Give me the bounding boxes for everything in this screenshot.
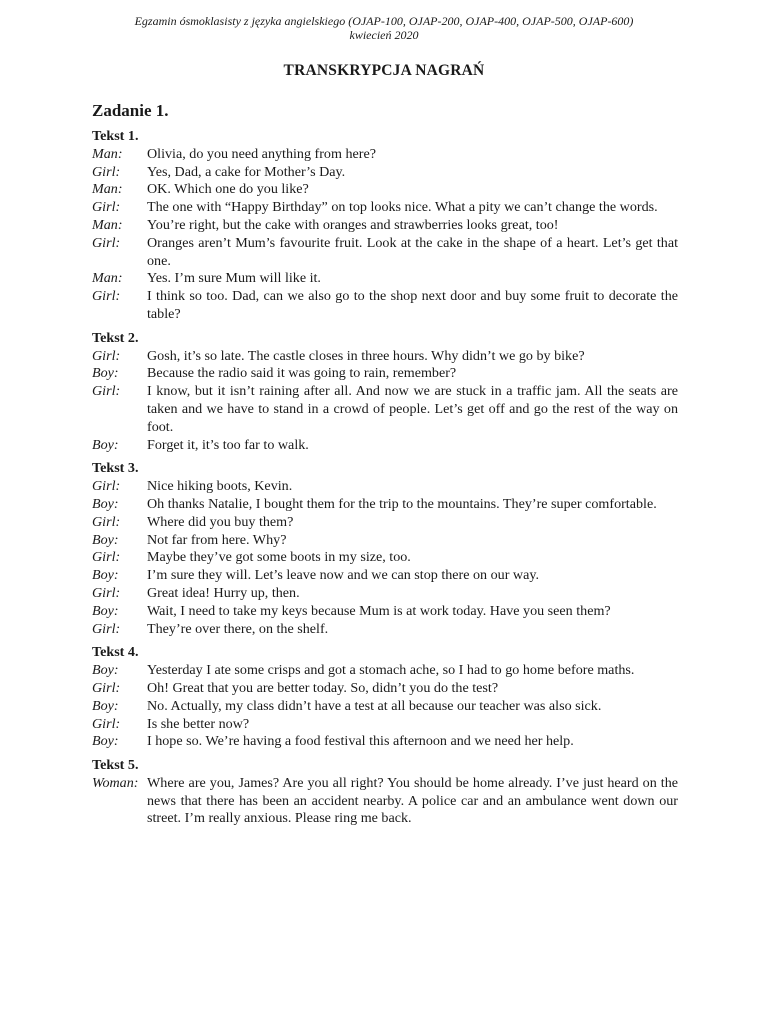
- dialogue-line: [92, 585, 678, 603]
- dialogue-line: [92, 603, 678, 621]
- speaker-label: Girl:: [92, 347, 121, 364]
- speaker-label: Boy:: [92, 662, 119, 679]
- speech-text: I know, but it isn’t raining after all. And now we are stuck in a traffic jam. All the seats are taken and we have to stand in a crowd of people. Let’s get off and go the rest of the way on foot.: [147, 383, 678, 435]
- speaker-label: Boy:: [92, 697, 119, 714]
- dialogue-line: [92, 478, 678, 496]
- section-title: Tekst 4.: [92, 644, 139, 661]
- speech-text: I’m sure they will. Let’s leave now and we can stop there on our way.: [147, 567, 540, 584]
- speaker-label: Girl:: [92, 199, 121, 216]
- speech-text: Nice hiking boots, Kevin.: [147, 478, 293, 495]
- speech-text: Olivia, do you need anything from here?: [147, 145, 376, 162]
- dialogue-line: [92, 514, 678, 532]
- dialogue-line: [92, 567, 678, 585]
- transcript-section: [92, 128, 678, 324]
- transcript-section: [92, 460, 678, 638]
- speech-text: Oranges aren’t Mum’s favourite fruit. Look at the cake in the shape of a heart. Let’s get that one.: [147, 234, 678, 269]
- speech-text: Is she better now?: [147, 715, 250, 732]
- dialogue-line: [92, 199, 678, 217]
- speaker-label: Girl:: [92, 620, 121, 637]
- speaker-label: Man:: [92, 181, 123, 198]
- speech-text: No. Actually, my class didn’t have a test at all because our teacher was also sick.: [147, 697, 602, 714]
- section-title: Tekst 1.: [92, 128, 139, 144]
- task-heading: Zadanie 1.: [92, 101, 169, 120]
- dialogue-line: [92, 146, 678, 164]
- speech-text: OK. Which one do you like?: [147, 181, 309, 198]
- dialogue-line: [92, 716, 678, 734]
- section-title: Tekst 5.: [92, 757, 139, 774]
- speech-text: Because the radio said it was going to rain, remember?: [147, 365, 457, 382]
- speech-text: Oh! Great that you are better today. So, didn’t you do the test?: [147, 679, 499, 696]
- exam-header: [0, 14, 768, 42]
- transcript-section: [92, 644, 678, 751]
- dialogue-line: [92, 164, 678, 182]
- speaker-label: Girl:: [92, 383, 121, 400]
- transcript-content: [92, 128, 678, 834]
- speaker-label: Boy:: [92, 733, 119, 750]
- speech-text: Where did you buy them?: [147, 513, 294, 530]
- speaker-label: Boy:: [92, 567, 119, 584]
- speech-text: Yes. I’m sure Mum will like it.: [147, 270, 321, 287]
- exam-header-line1: Egzamin ósmoklasisty z języka angielskiego (OJAP-100, OJAP-200, OJAP-400, OJAP-500, OJAP-600): [134, 14, 634, 28]
- speech-text: Yesterday I ate some crisps and got a stomach ache, so I had to go home before maths.: [147, 662, 635, 679]
- speaker-label: Girl:: [92, 679, 121, 696]
- speaker-label: Man:: [92, 216, 123, 233]
- speech-text: The one with “Happy Birthday” on top looks nice. What a pity we can’t change the words.: [147, 199, 658, 216]
- speaker-label: Girl:: [92, 478, 121, 495]
- dialogue-line: [92, 496, 678, 514]
- speaker-label: Girl:: [92, 715, 121, 732]
- dialogue-line: [92, 348, 678, 366]
- speaker-label: Girl:: [92, 163, 121, 180]
- speaker-label: Man:: [92, 270, 123, 287]
- speaker-label: Girl:: [92, 549, 121, 566]
- speech-text: Where are you, James? Are you all right? You should be home already. I’ve just heard on the news that there has been an accident nearby. A police car and an ambulance went down our street. I’m really anxious. Please ring me back.: [147, 774, 678, 827]
- dialogue-line: [92, 181, 678, 199]
- dialogue-line: [92, 621, 678, 639]
- speech-text: Gosh, it’s so late. The castle closes in three hours. Why didn’t we go by bike?: [147, 347, 585, 364]
- dialogue-line: [92, 775, 678, 828]
- dialogue-line: [92, 217, 678, 235]
- transcript-section: [92, 330, 678, 455]
- speaker-label: Woman:: [92, 774, 139, 791]
- dialogue-line: [92, 383, 678, 436]
- speaker-label: Boy:: [92, 602, 119, 619]
- dialogue-line: [92, 365, 678, 383]
- speech-text: Wait, I need to take my keys because Mum is at work today. Have you seen them?: [147, 602, 611, 619]
- section-title: Tekst 2.: [92, 329, 139, 346]
- speech-text: Great idea! Hurry up, then.: [147, 584, 300, 601]
- dialogue-line: [92, 270, 678, 288]
- speaker-label: Girl:: [92, 234, 121, 251]
- speech-text: I think so too. Dad, can we also go to the shop next door and buy some fruit to decorate the table?: [147, 288, 678, 322]
- speaker-label: Boy:: [92, 436, 119, 453]
- speech-text: Maybe they’ve got some boots in my size, too.: [147, 549, 411, 566]
- section-title: Tekst 3.: [92, 460, 139, 477]
- speaker-label: Girl:: [92, 288, 121, 305]
- speaker-label: Man:: [92, 145, 123, 162]
- dialogue-line: [92, 437, 678, 455]
- dialogue-line: [92, 235, 678, 271]
- dialogue-line: [92, 698, 678, 716]
- transcript-section: [92, 757, 678, 828]
- speaker-label: Boy:: [92, 531, 119, 548]
- dialogue-line: [92, 532, 678, 550]
- exam-header-line2: kwiecień 2020: [349, 28, 419, 42]
- dialogue-line: [92, 288, 678, 324]
- page-title: TRANSKRYPCJA NAGRAŃ: [283, 62, 485, 79]
- dialogue-line: [92, 549, 678, 567]
- dialogue-line: [92, 680, 678, 698]
- speech-text: They’re over there, on the shelf.: [147, 620, 329, 637]
- speaker-label: Boy:: [92, 495, 119, 512]
- speaker-label: Girl:: [92, 584, 121, 601]
- dialogue-line: [92, 733, 678, 751]
- speech-text: Yes, Dad, a cake for Mother’s Day.: [147, 163, 346, 180]
- speech-text: I hope so. We’re having a food festival this afternoon and we need her help.: [147, 733, 574, 750]
- dialogue-line: [92, 662, 678, 680]
- speech-text: Not far from here. Why?: [147, 531, 287, 548]
- speaker-label: Boy:: [92, 365, 119, 382]
- speech-text: You’re right, but the cake with oranges and strawberries looks great, too!: [147, 216, 559, 233]
- speech-text: Forget it, it’s too far to walk.: [147, 436, 309, 453]
- speech-text: Oh thanks Natalie, I bought them for the trip to the mountains. They’re super comfortable.: [147, 495, 657, 512]
- speaker-label: Girl:: [92, 513, 121, 530]
